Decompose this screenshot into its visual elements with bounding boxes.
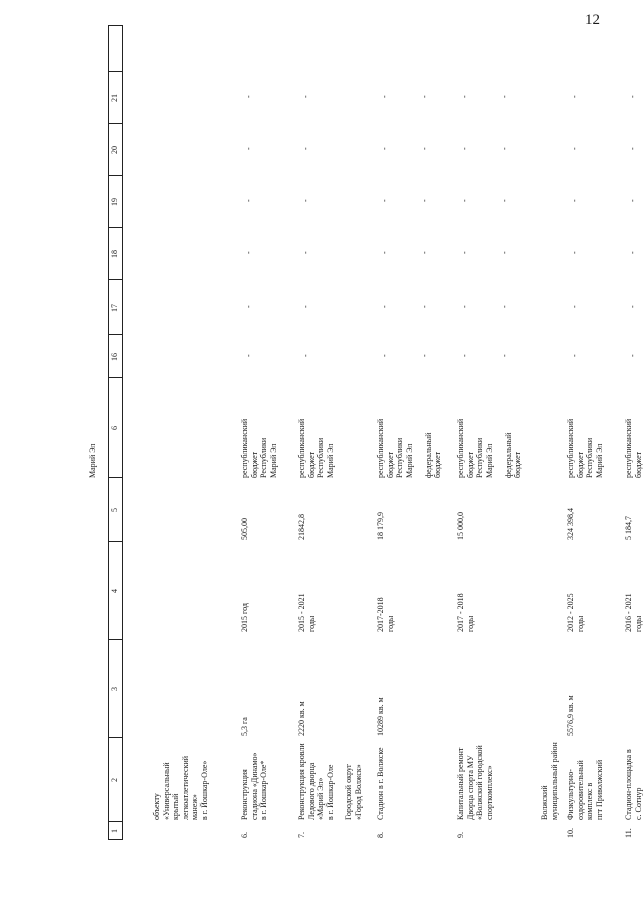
header-col-20: 20 bbox=[110, 146, 119, 154]
empty-cell-dash: - bbox=[628, 199, 637, 202]
row-10-period: 2012 - 2025 годы bbox=[566, 593, 585, 632]
row-10-cost: 324 398,4 bbox=[566, 508, 575, 540]
row-11-period: 2016 - 2021 годы bbox=[624, 593, 643, 632]
empty-cell-dash: - bbox=[570, 354, 579, 357]
col-sep bbox=[108, 541, 122, 542]
empty-cell-dash: - bbox=[380, 147, 389, 150]
row-10-source: республиканский бюджет Республики Марий Эл bbox=[566, 418, 604, 478]
col-sep bbox=[108, 71, 122, 72]
empty-cell-dash: - bbox=[500, 199, 509, 202]
col-sep bbox=[108, 279, 122, 280]
empty-cell-dash: - bbox=[460, 147, 469, 150]
row-8-capacity: 10289 кв. м bbox=[376, 697, 385, 736]
row-6-number: 6. bbox=[240, 832, 249, 838]
empty-cell-dash: - bbox=[420, 251, 429, 254]
empty-cell-dash: - bbox=[500, 305, 509, 308]
empty-cell-dash: - bbox=[420, 95, 429, 98]
empty-cell-dash: - bbox=[460, 95, 469, 98]
empty-cell-dash: - bbox=[380, 199, 389, 202]
empty-cell-dash: - bbox=[500, 147, 509, 150]
empty-cell-dash: - bbox=[460, 199, 469, 202]
empty-cell-dash: - bbox=[301, 305, 310, 308]
row-11-number: 11. bbox=[624, 828, 633, 838]
header-col-6: 6 bbox=[110, 426, 119, 430]
col-sep bbox=[108, 227, 122, 228]
row-8-source: республиканский бюджет Республики Марий Эл федеральный бюджет bbox=[376, 418, 442, 478]
row-10-number: 10. bbox=[566, 828, 575, 838]
empty-cell-dash: - bbox=[244, 199, 253, 202]
empty-cell-dash: - bbox=[244, 354, 253, 357]
empty-cell-dash: - bbox=[570, 95, 579, 98]
empty-cell-dash: - bbox=[380, 95, 389, 98]
row-9-source: республиканский бюджет Республики Марий Эл федеральный бюджет bbox=[456, 418, 522, 478]
district-label-volzhsk: Городской округ «Город Волжск» bbox=[344, 763, 363, 820]
row-11-source: республиканский бюджет bbox=[624, 418, 643, 478]
empty-cell-dash: - bbox=[420, 354, 429, 357]
empty-cell-dash: - bbox=[244, 147, 253, 150]
empty-cell-dash: - bbox=[628, 251, 637, 254]
empty-cell-dash: - bbox=[628, 354, 637, 357]
col-sep bbox=[108, 477, 122, 478]
empty-cell-dash: - bbox=[301, 251, 310, 254]
row-0-name: объекту «Универсальный крытый легкоатлетический манеж» в г. Йошкар-Оле» bbox=[152, 755, 209, 820]
col-sep bbox=[108, 737, 122, 738]
col-sep bbox=[108, 25, 122, 26]
row-9-period: 2017 - 2018 годы bbox=[456, 593, 475, 632]
empty-cell-dash: - bbox=[301, 147, 310, 150]
row-7-source: республиканский бюджет Республики Марий Эл bbox=[297, 418, 335, 478]
row-11-name: Стадион-площадка в с. Сотнур bbox=[624, 749, 643, 820]
row-10-name: Физкультурно- оздоровительный комплекс в пгт Приволжский bbox=[566, 759, 604, 820]
row-6-source: республиканский бюджет Республики Марий Эл bbox=[240, 418, 278, 478]
page-number: 12 bbox=[585, 12, 600, 28]
table bbox=[88, 25, 643, 840]
row-7-name: Реконструкция кровли Ледового дворца «Марий Эл» в г. Йошкар-Оле bbox=[297, 743, 335, 820]
row-7-period: 2015 - 2021 годы bbox=[297, 593, 316, 632]
row-9-number: 9. bbox=[456, 832, 465, 838]
empty-cell-dash: - bbox=[500, 251, 509, 254]
empty-cell-dash: - bbox=[420, 199, 429, 202]
header-col-4: 4 bbox=[110, 589, 119, 593]
header-col-21: 21 bbox=[110, 94, 119, 102]
empty-cell-dash: - bbox=[570, 147, 579, 150]
row-6-period: 2015 год bbox=[240, 603, 249, 632]
empty-cell-dash: - bbox=[244, 95, 253, 98]
row-10-capacity: 5576,9 кв. м bbox=[566, 695, 575, 736]
empty-cell-dash: - bbox=[500, 354, 509, 357]
empty-cell-dash: - bbox=[420, 305, 429, 308]
row-6-capacity: 5,3 га bbox=[240, 717, 249, 736]
region-label: Марий Эл bbox=[88, 443, 97, 478]
empty-cell-dash: - bbox=[244, 251, 253, 254]
header-col-18: 18 bbox=[110, 250, 119, 258]
header-col-19: 19 bbox=[110, 198, 119, 206]
row-7-number: 7. bbox=[297, 832, 306, 838]
empty-cell-dash: - bbox=[380, 354, 389, 357]
col-sep bbox=[108, 123, 122, 124]
table-top-rule bbox=[122, 25, 123, 840]
header-col-1: 1 bbox=[110, 829, 119, 833]
col-sep bbox=[108, 377, 122, 378]
empty-cell-dash: - bbox=[628, 95, 637, 98]
empty-cell-dash: - bbox=[420, 147, 429, 150]
row-7-cost: 21842,8 bbox=[297, 514, 306, 540]
empty-cell-dash: - bbox=[570, 251, 579, 254]
row-8-name: Стадион в г. Волжске bbox=[376, 747, 385, 820]
empty-cell-dash: - bbox=[570, 199, 579, 202]
district-label-volzhsky: Волжский муниципальный район bbox=[540, 742, 559, 820]
row-8-cost: 18 179,9 bbox=[376, 512, 385, 540]
empty-cell-dash: - bbox=[460, 251, 469, 254]
row-8-number: 8. bbox=[376, 832, 385, 838]
empty-cell-dash: - bbox=[460, 354, 469, 357]
empty-cell-dash: - bbox=[301, 354, 310, 357]
empty-cell-dash: - bbox=[500, 95, 509, 98]
col-sep bbox=[108, 639, 122, 640]
row-6-cost: 505,00 bbox=[240, 518, 249, 540]
header-col-3: 3 bbox=[110, 687, 119, 691]
empty-cell-dash: - bbox=[301, 199, 310, 202]
empty-cell-dash: - bbox=[460, 305, 469, 308]
empty-cell-dash: - bbox=[301, 95, 310, 98]
empty-cell-dash: - bbox=[628, 305, 637, 308]
header-col-5: 5 bbox=[110, 508, 119, 512]
empty-cell-dash: - bbox=[380, 251, 389, 254]
row-11-cost: 5 184,7 bbox=[624, 516, 633, 540]
empty-cell-dash: - bbox=[628, 147, 637, 150]
table-header-rule bbox=[108, 25, 109, 840]
row-9-name: Капитальный ремонт Дворца спорта МУ «Волжский городской спорткомплекс» bbox=[456, 745, 494, 820]
header-col-17: 17 bbox=[110, 304, 119, 312]
empty-cell-dash: - bbox=[244, 305, 253, 308]
row-8-period: 2017-2018 годы bbox=[376, 597, 395, 632]
header-col-16: 16 bbox=[110, 353, 119, 361]
col-sep bbox=[108, 334, 122, 335]
header-col-2: 2 bbox=[110, 778, 119, 782]
empty-cell-dash: - bbox=[380, 305, 389, 308]
empty-cell-dash: - bbox=[570, 305, 579, 308]
row-6-name: Реконструкция стадиона «Динамо» в г. Йошкар-Оле* bbox=[240, 752, 268, 820]
row-7-capacity: 2220 кв. м bbox=[297, 701, 306, 736]
col-sep bbox=[108, 175, 122, 176]
row-9-cost: 15 000,0 bbox=[456, 512, 465, 540]
